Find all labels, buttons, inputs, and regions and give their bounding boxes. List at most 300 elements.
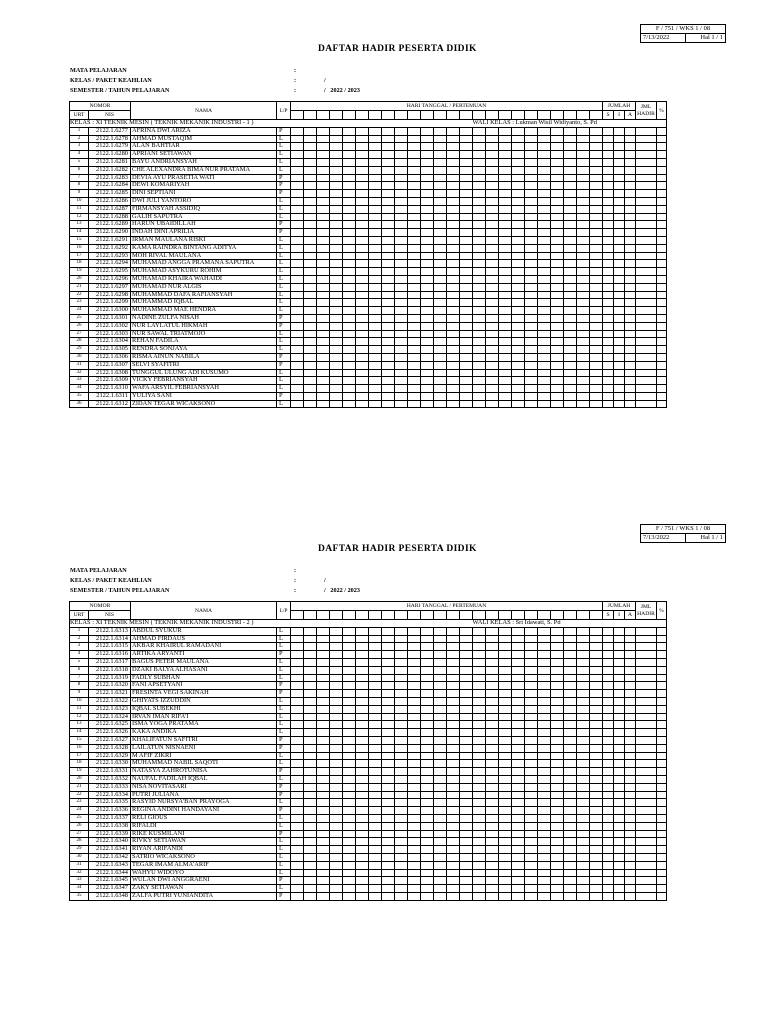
attendance-cell[interactable] <box>434 205 447 213</box>
attendance-cell[interactable] <box>369 814 382 822</box>
attendance-cell[interactable] <box>421 174 434 182</box>
attendance-cell[interactable] <box>369 721 382 729</box>
attendance-cell[interactable] <box>421 190 434 198</box>
date-cell[interactable] <box>395 611 408 620</box>
attendance-cell[interactable] <box>460 760 473 768</box>
attendance-cell[interactable] <box>577 385 590 393</box>
izin-cell[interactable] <box>614 651 625 659</box>
attendance-cell[interactable] <box>538 143 551 151</box>
attendance-cell[interactable] <box>499 385 512 393</box>
attendance-cell[interactable] <box>590 799 603 807</box>
attendance-cell[interactable] <box>434 799 447 807</box>
attendance-cell[interactable] <box>304 400 317 408</box>
percent-cell[interactable] <box>657 721 667 729</box>
attendance-cell[interactable] <box>291 151 304 159</box>
attendance-cell[interactable] <box>538 236 551 244</box>
attendance-cell[interactable] <box>382 346 395 354</box>
attendance-cell[interactable] <box>434 166 447 174</box>
izin-cell[interactable] <box>614 205 625 213</box>
attendance-cell[interactable] <box>395 830 408 838</box>
attendance-cell[interactable] <box>473 283 486 291</box>
attendance-cell[interactable] <box>395 400 408 408</box>
attendance-cell[interactable] <box>512 807 525 815</box>
attendance-cell[interactable] <box>512 674 525 682</box>
sakit-cell[interactable] <box>603 861 614 869</box>
attendance-cell[interactable] <box>343 658 356 666</box>
izin-cell[interactable] <box>614 666 625 674</box>
izin-cell[interactable] <box>614 822 625 830</box>
attendance-cell[interactable] <box>564 690 577 698</box>
attendance-cell[interactable] <box>356 853 369 861</box>
attendance-cell[interactable] <box>343 690 356 698</box>
attendance-cell[interactable] <box>486 830 499 838</box>
attendance-cell[interactable] <box>538 627 551 635</box>
attendance-cell[interactable] <box>486 338 499 346</box>
attendance-cell[interactable] <box>564 400 577 408</box>
attendance-cell[interactable] <box>369 853 382 861</box>
attendance-cell[interactable] <box>551 252 564 260</box>
attendance-cell[interactable] <box>330 143 343 151</box>
attendance-cell[interactable] <box>356 822 369 830</box>
percent-cell[interactable] <box>657 197 667 205</box>
attendance-cell[interactable] <box>499 705 512 713</box>
sakit-cell[interactable] <box>603 127 614 135</box>
attendance-cell[interactable] <box>343 205 356 213</box>
attendance-cell[interactable] <box>486 330 499 338</box>
attendance-cell[interactable] <box>590 283 603 291</box>
attendance-cell[interactable] <box>499 244 512 252</box>
attendance-cell[interactable] <box>499 744 512 752</box>
attendance-cell[interactable] <box>447 697 460 705</box>
attendance-cell[interactable] <box>330 361 343 369</box>
attendance-cell[interactable] <box>356 213 369 221</box>
izin-cell[interactable] <box>614 260 625 268</box>
attendance-cell[interactable] <box>577 744 590 752</box>
attendance-cell[interactable] <box>421 244 434 252</box>
attendance-cell[interactable] <box>434 322 447 330</box>
izin-cell[interactable] <box>614 807 625 815</box>
alpa-cell[interactable] <box>625 635 636 643</box>
attendance-cell[interactable] <box>408 721 421 729</box>
attendance-cell[interactable] <box>499 807 512 815</box>
date-cell[interactable] <box>291 111 304 120</box>
attendance-cell[interactable] <box>343 252 356 260</box>
attendance-cell[interactable] <box>551 299 564 307</box>
attendance-cell[interactable] <box>408 783 421 791</box>
attendance-cell[interactable] <box>291 174 304 182</box>
attendance-cell[interactable] <box>577 135 590 143</box>
attendance-cell[interactable] <box>499 291 512 299</box>
attendance-cell[interactable] <box>551 885 564 893</box>
attendance-cell[interactable] <box>369 736 382 744</box>
attendance-cell[interactable] <box>590 158 603 166</box>
percent-cell[interactable] <box>657 174 667 182</box>
attendance-cell[interactable] <box>434 682 447 690</box>
sakit-cell[interactable] <box>603 369 614 377</box>
attendance-cell[interactable] <box>356 291 369 299</box>
attendance-cell[interactable] <box>434 791 447 799</box>
date-cell[interactable] <box>421 111 434 120</box>
sakit-cell[interactable] <box>603 643 614 651</box>
attendance-cell[interactable] <box>564 291 577 299</box>
izin-cell[interactable] <box>614 361 625 369</box>
attendance-cell[interactable] <box>525 682 538 690</box>
attendance-cell[interactable] <box>525 752 538 760</box>
sakit-cell[interactable] <box>603 314 614 322</box>
attendance-cell[interactable] <box>395 385 408 393</box>
attendance-cell[interactable] <box>434 377 447 385</box>
attendance-cell[interactable] <box>434 643 447 651</box>
attendance-cell[interactable] <box>447 244 460 252</box>
attendance-cell[interactable] <box>382 736 395 744</box>
attendance-cell[interactable] <box>460 377 473 385</box>
attendance-cell[interactable] <box>434 127 447 135</box>
percent-cell[interactable] <box>657 736 667 744</box>
attendance-cell[interactable] <box>512 143 525 151</box>
attendance-cell[interactable] <box>395 752 408 760</box>
izin-cell[interactable] <box>614 861 625 869</box>
attendance-cell[interactable] <box>564 658 577 666</box>
attendance-cell[interactable] <box>330 244 343 252</box>
attendance-cell[interactable] <box>369 229 382 237</box>
attendance-cell[interactable] <box>525 830 538 838</box>
attendance-cell[interactable] <box>447 814 460 822</box>
attendance-cell[interactable] <box>395 814 408 822</box>
attendance-cell[interactable] <box>473 369 486 377</box>
attendance-cell[interactable] <box>395 338 408 346</box>
attendance-cell[interactable] <box>304 658 317 666</box>
attendance-cell[interactable] <box>590 229 603 237</box>
attendance-cell[interactable] <box>577 174 590 182</box>
attendance-cell[interactable] <box>382 213 395 221</box>
attendance-cell[interactable] <box>369 197 382 205</box>
alpa-cell[interactable] <box>625 307 636 315</box>
attendance-cell[interactable] <box>590 627 603 635</box>
alpa-cell[interactable] <box>625 322 636 330</box>
attendance-cell[interactable] <box>460 182 473 190</box>
attendance-cell[interactable] <box>434 721 447 729</box>
attendance-cell[interactable] <box>460 346 473 354</box>
attendance-cell[interactable] <box>499 666 512 674</box>
attendance-cell[interactable] <box>447 775 460 783</box>
attendance-cell[interactable] <box>304 244 317 252</box>
attendance-cell[interactable] <box>590 674 603 682</box>
attendance-cell[interactable] <box>460 143 473 151</box>
attendance-cell[interactable] <box>304 346 317 354</box>
attendance-cell[interactable] <box>590 151 603 159</box>
attendance-cell[interactable] <box>434 674 447 682</box>
attendance-cell[interactable] <box>577 877 590 885</box>
attendance-cell[interactable] <box>564 158 577 166</box>
attendance-cell[interactable] <box>421 143 434 151</box>
attendance-cell[interactable] <box>395 330 408 338</box>
jml-hadir-cell[interactable] <box>636 775 657 783</box>
attendance-cell[interactable] <box>382 229 395 237</box>
attendance-cell[interactable] <box>473 651 486 659</box>
attendance-cell[interactable] <box>512 838 525 846</box>
attendance-cell[interactable] <box>369 752 382 760</box>
attendance-cell[interactable] <box>499 783 512 791</box>
attendance-cell[interactable] <box>512 385 525 393</box>
attendance-cell[interactable] <box>434 877 447 885</box>
attendance-cell[interactable] <box>421 377 434 385</box>
attendance-cell[interactable] <box>356 736 369 744</box>
alpa-cell[interactable] <box>625 885 636 893</box>
percent-cell[interactable] <box>657 744 667 752</box>
attendance-cell[interactable] <box>499 166 512 174</box>
attendance-cell[interactable] <box>538 651 551 659</box>
alpa-cell[interactable] <box>625 158 636 166</box>
attendance-cell[interactable] <box>356 775 369 783</box>
attendance-cell[interactable] <box>317 322 330 330</box>
attendance-cell[interactable] <box>395 846 408 854</box>
attendance-cell[interactable] <box>525 283 538 291</box>
attendance-cell[interactable] <box>369 166 382 174</box>
attendance-cell[interactable] <box>356 651 369 659</box>
attendance-cell[interactable] <box>590 768 603 776</box>
attendance-cell[interactable] <box>317 353 330 361</box>
attendance-cell[interactable] <box>343 791 356 799</box>
attendance-cell[interactable] <box>577 690 590 698</box>
attendance-cell[interactable] <box>538 666 551 674</box>
attendance-cell[interactable] <box>434 291 447 299</box>
izin-cell[interactable] <box>614 744 625 752</box>
attendance-cell[interactable] <box>304 236 317 244</box>
attendance-cell[interactable] <box>577 307 590 315</box>
attendance-cell[interactable] <box>551 791 564 799</box>
attendance-cell[interactable] <box>330 338 343 346</box>
attendance-cell[interactable] <box>538 861 551 869</box>
attendance-cell[interactable] <box>291 721 304 729</box>
attendance-cell[interactable] <box>304 283 317 291</box>
alpa-cell[interactable] <box>625 330 636 338</box>
izin-cell[interactable] <box>614 385 625 393</box>
attendance-cell[interactable] <box>551 627 564 635</box>
attendance-cell[interactable] <box>486 744 499 752</box>
date-cell[interactable] <box>369 111 382 120</box>
date-cell[interactable] <box>460 611 473 620</box>
attendance-cell[interactable] <box>499 283 512 291</box>
attendance-cell[interactable] <box>525 775 538 783</box>
attendance-cell[interactable] <box>512 330 525 338</box>
sakit-cell[interactable] <box>603 760 614 768</box>
attendance-cell[interactable] <box>473 783 486 791</box>
attendance-cell[interactable] <box>382 166 395 174</box>
percent-cell[interactable] <box>657 369 667 377</box>
attendance-cell[interactable] <box>499 346 512 354</box>
attendance-cell[interactable] <box>369 643 382 651</box>
attendance-cell[interactable] <box>317 885 330 893</box>
attendance-cell[interactable] <box>382 643 395 651</box>
attendance-cell[interactable] <box>447 143 460 151</box>
attendance-cell[interactable] <box>551 760 564 768</box>
attendance-cell[interactable] <box>382 400 395 408</box>
attendance-cell[interactable] <box>421 322 434 330</box>
alpa-cell[interactable] <box>625 369 636 377</box>
attendance-cell[interactable] <box>291 760 304 768</box>
attendance-cell[interactable] <box>304 853 317 861</box>
attendance-cell[interactable] <box>317 643 330 651</box>
alpa-cell[interactable] <box>625 752 636 760</box>
attendance-cell[interactable] <box>330 174 343 182</box>
jml-hadir-cell[interactable] <box>636 166 657 174</box>
attendance-cell[interactable] <box>590 143 603 151</box>
attendance-cell[interactable] <box>499 197 512 205</box>
attendance-cell[interactable] <box>317 697 330 705</box>
attendance-cell[interactable] <box>499 869 512 877</box>
jml-hadir-cell[interactable] <box>636 697 657 705</box>
attendance-cell[interactable] <box>343 166 356 174</box>
attendance-cell[interactable] <box>551 682 564 690</box>
attendance-cell[interactable] <box>304 768 317 776</box>
attendance-cell[interactable] <box>577 822 590 830</box>
alpa-cell[interactable] <box>625 346 636 354</box>
percent-cell[interactable] <box>657 127 667 135</box>
attendance-cell[interactable] <box>317 190 330 198</box>
attendance-cell[interactable] <box>408 307 421 315</box>
sakit-cell[interactable] <box>603 307 614 315</box>
attendance-cell[interactable] <box>434 690 447 698</box>
izin-cell[interactable] <box>614 322 625 330</box>
attendance-cell[interactable] <box>538 721 551 729</box>
attendance-cell[interactable] <box>382 760 395 768</box>
attendance-cell[interactable] <box>291 158 304 166</box>
attendance-cell[interactable] <box>421 705 434 713</box>
attendance-cell[interactable] <box>317 877 330 885</box>
attendance-cell[interactable] <box>486 643 499 651</box>
attendance-cell[interactable] <box>421 853 434 861</box>
attendance-cell[interactable] <box>291 299 304 307</box>
attendance-cell[interactable] <box>447 400 460 408</box>
attendance-cell[interactable] <box>369 330 382 338</box>
attendance-cell[interactable] <box>382 151 395 159</box>
attendance-cell[interactable] <box>330 135 343 143</box>
attendance-cell[interactable] <box>486 268 499 276</box>
attendance-cell[interactable] <box>421 229 434 237</box>
attendance-cell[interactable] <box>369 213 382 221</box>
attendance-cell[interactable] <box>486 760 499 768</box>
attendance-cell[interactable] <box>551 197 564 205</box>
attendance-cell[interactable] <box>343 377 356 385</box>
attendance-cell[interactable] <box>564 182 577 190</box>
attendance-cell[interactable] <box>551 353 564 361</box>
attendance-cell[interactable] <box>356 236 369 244</box>
attendance-cell[interactable] <box>564 768 577 776</box>
attendance-cell[interactable] <box>577 729 590 737</box>
jml-hadir-cell[interactable] <box>636 783 657 791</box>
sakit-cell[interactable] <box>603 143 614 151</box>
attendance-cell[interactable] <box>538 174 551 182</box>
attendance-cell[interactable] <box>408 807 421 815</box>
attendance-cell[interactable] <box>369 135 382 143</box>
attendance-cell[interactable] <box>577 799 590 807</box>
attendance-cell[interactable] <box>317 783 330 791</box>
attendance-cell[interactable] <box>369 385 382 393</box>
attendance-cell[interactable] <box>304 744 317 752</box>
attendance-cell[interactable] <box>512 229 525 237</box>
attendance-cell[interactable] <box>343 729 356 737</box>
attendance-cell[interactable] <box>317 721 330 729</box>
attendance-cell[interactable] <box>460 338 473 346</box>
attendance-cell[interactable] <box>525 690 538 698</box>
attendance-cell[interactable] <box>408 338 421 346</box>
attendance-cell[interactable] <box>395 651 408 659</box>
attendance-cell[interactable] <box>460 838 473 846</box>
attendance-cell[interactable] <box>356 252 369 260</box>
attendance-cell[interactable] <box>356 877 369 885</box>
attendance-cell[interactable] <box>499 127 512 135</box>
sakit-cell[interactable] <box>603 252 614 260</box>
attendance-cell[interactable] <box>512 236 525 244</box>
jml-hadir-cell[interactable] <box>636 846 657 854</box>
izin-cell[interactable] <box>614 682 625 690</box>
alpa-cell[interactable] <box>625 705 636 713</box>
attendance-cell[interactable] <box>382 275 395 283</box>
attendance-cell[interactable] <box>564 151 577 159</box>
attendance-cell[interactable] <box>551 822 564 830</box>
sakit-cell[interactable] <box>603 322 614 330</box>
attendance-cell[interactable] <box>343 705 356 713</box>
attendance-cell[interactable] <box>291 682 304 690</box>
attendance-cell[interactable] <box>330 877 343 885</box>
attendance-cell[interactable] <box>590 385 603 393</box>
attendance-cell[interactable] <box>421 392 434 400</box>
attendance-cell[interactable] <box>564 385 577 393</box>
alpa-cell[interactable] <box>625 674 636 682</box>
sakit-cell[interactable] <box>603 807 614 815</box>
attendance-cell[interactable] <box>343 221 356 229</box>
attendance-cell[interactable] <box>434 752 447 760</box>
attendance-cell[interactable] <box>473 385 486 393</box>
attendance-cell[interactable] <box>317 229 330 237</box>
attendance-cell[interactable] <box>590 338 603 346</box>
attendance-cell[interactable] <box>538 768 551 776</box>
attendance-cell[interactable] <box>486 377 499 385</box>
attendance-cell[interactable] <box>408 392 421 400</box>
attendance-cell[interactable] <box>551 314 564 322</box>
attendance-cell[interactable] <box>473 666 486 674</box>
attendance-cell[interactable] <box>460 814 473 822</box>
alpa-cell[interactable] <box>625 846 636 854</box>
attendance-cell[interactable] <box>564 369 577 377</box>
attendance-cell[interactable] <box>473 736 486 744</box>
attendance-cell[interactable] <box>356 392 369 400</box>
jml-hadir-cell[interactable] <box>636 283 657 291</box>
attendance-cell[interactable] <box>369 322 382 330</box>
attendance-cell[interactable] <box>408 627 421 635</box>
attendance-cell[interactable] <box>525 268 538 276</box>
attendance-cell[interactable] <box>447 260 460 268</box>
attendance-cell[interactable] <box>421 760 434 768</box>
alpa-cell[interactable] <box>625 877 636 885</box>
percent-cell[interactable] <box>657 275 667 283</box>
izin-cell[interactable] <box>614 268 625 276</box>
attendance-cell[interactable] <box>551 135 564 143</box>
attendance-cell[interactable] <box>408 330 421 338</box>
attendance-cell[interactable] <box>538 853 551 861</box>
percent-cell[interactable] <box>657 892 667 900</box>
attendance-cell[interactable] <box>512 283 525 291</box>
attendance-cell[interactable] <box>291 822 304 830</box>
attendance-cell[interactable] <box>382 713 395 721</box>
attendance-cell[interactable] <box>447 385 460 393</box>
attendance-cell[interactable] <box>538 314 551 322</box>
attendance-cell[interactable] <box>473 244 486 252</box>
attendance-cell[interactable] <box>369 651 382 659</box>
attendance-cell[interactable] <box>395 197 408 205</box>
attendance-cell[interactable] <box>499 830 512 838</box>
attendance-cell[interactable] <box>512 736 525 744</box>
